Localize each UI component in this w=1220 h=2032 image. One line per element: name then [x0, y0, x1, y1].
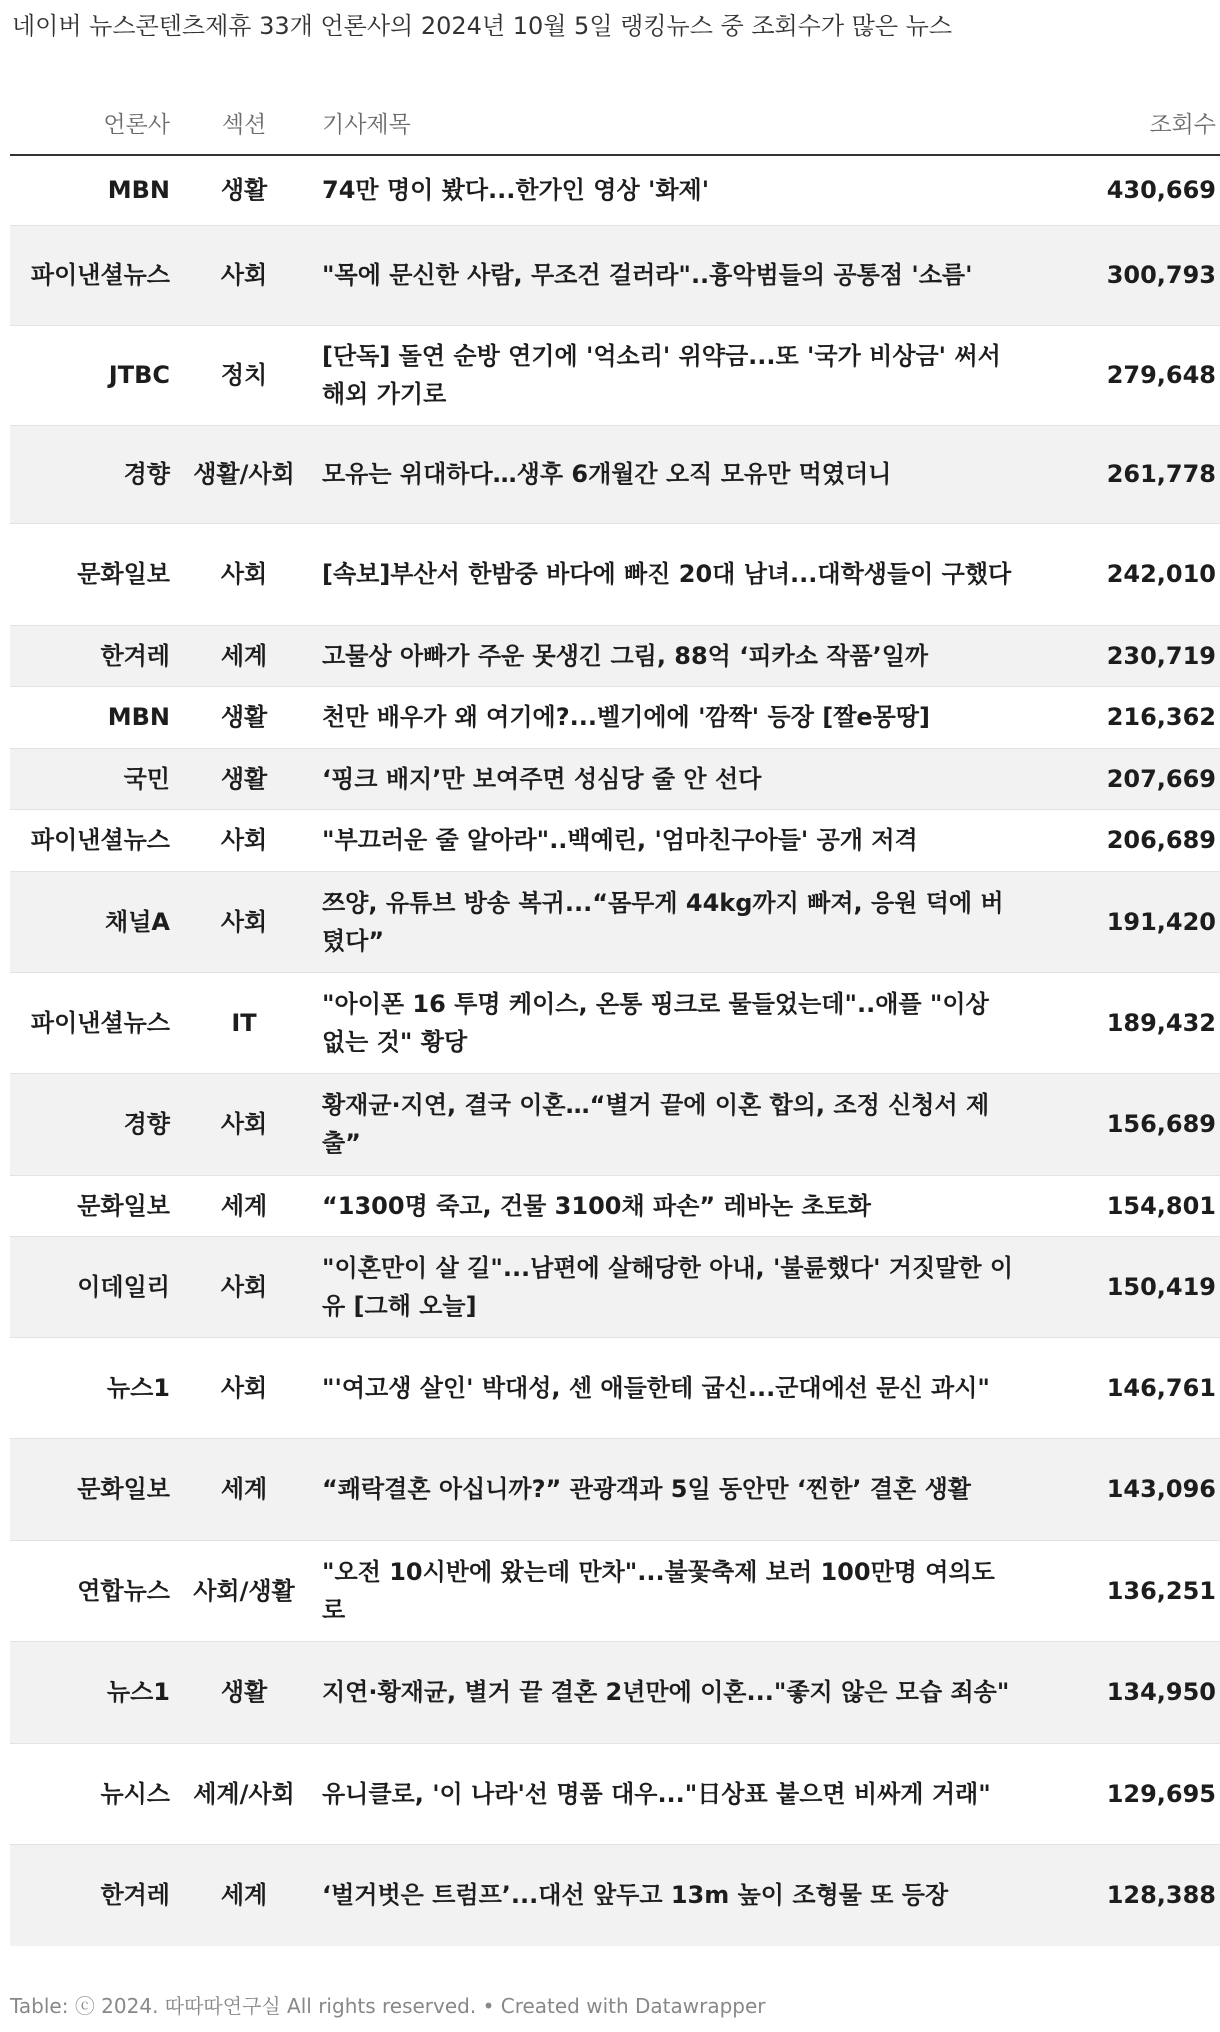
cell-views: 216,362	[1036, 686, 1220, 748]
table-row	[10, 1175, 1220, 1236]
cell-headline: "'여고생 살인' 박대성, 센 애들한테 굽신...군대에선 문신 과시"	[318, 1337, 1036, 1438]
cell-headline: ‘벌거벗은 트럼프’...대선 앞두고 13m 높이 조형물 또 등장	[318, 1844, 1036, 1946]
cell-views: 156,689	[1036, 1073, 1220, 1175]
cell-section: 생활	[170, 1641, 318, 1743]
table-row	[10, 625, 1220, 686]
ranking-news-table	[10, 90, 1220, 1946]
cell-section: 사회	[170, 1073, 318, 1175]
cell-publisher: 문화일보	[10, 523, 170, 625]
cell-views: 430,669	[1106, 176, 1216, 205]
cell-views: 300,793	[1036, 225, 1220, 325]
cell-views: 207,669	[1036, 748, 1220, 809]
cell-section: 생활/사회	[170, 425, 318, 523]
cell-publisher: JTBC	[10, 325, 170, 425]
column-header-headline[interactable]: 기사제목	[318, 90, 1036, 155]
table-row	[10, 1236, 1220, 1337]
table-row	[10, 1438, 1220, 1540]
cell-publisher: 뉴스1	[10, 1641, 170, 1743]
cell-section: 사회	[170, 1236, 318, 1337]
cell-publisher: 문화일보	[10, 1438, 170, 1540]
cell-views: 230,719	[1036, 625, 1220, 686]
cell-publisher: 국민	[10, 748, 170, 809]
cell-headline: 모유는 위대하다…생후 6개월간 오직 모유만 먹였더니	[318, 425, 1036, 523]
cell-headline: 천만 배우가 왜 여기에?...벨기에에 '깜짝' 등장 [짤e몽땅]	[318, 686, 1036, 748]
table-row	[10, 1337, 1220, 1438]
cell-headline: ‘핑크 배지’만 보여주면 성심당 줄 안 선다	[318, 748, 1036, 809]
cell-headline: "오전 10시반에 왔는데 만차"...불꽃축제 보러 100만명 여의도로	[318, 1540, 1036, 1641]
table-row	[10, 1844, 1220, 1946]
table-row	[10, 972, 1220, 1073]
cell-views: 206,689	[1036, 809, 1220, 871]
table-footer-credit: Table: ⓒ 2024. 따따따연구실 All rights reserved. • Created with Datawrapper	[10, 1994, 766, 2018]
cell-headline: "부끄러운 줄 알아라"..백예린, '엄마친구아들' 공개 저격	[318, 809, 1036, 871]
cell-headline: [속보]부산서 한밤중 바다에 빠진 20대 남녀...대학생들이 구했다	[318, 523, 1036, 625]
table-row	[10, 325, 1220, 425]
cell-section: 정치	[170, 325, 318, 425]
cell-views: 189,432	[1036, 972, 1220, 1073]
cell-headline: 유니클로, '이 나라'선 명품 대우..."日상표 붙으면 비싸게 거래"	[318, 1743, 1036, 1844]
cell-views: 128,388	[1036, 1844, 1220, 1946]
cell-section: 세계	[170, 1438, 318, 1540]
cell-section: 사회	[170, 871, 318, 972]
table-row	[10, 1073, 1220, 1175]
cell-headline: [단독] 돌연 순방 연기에 '억소리' 위약금...또 '국가 비상금' 써서 해외 가기로	[318, 325, 1036, 425]
table-row	[10, 748, 1220, 809]
cell-section: 세계	[170, 1175, 318, 1236]
cell-section: 사회	[170, 1337, 318, 1438]
column-header-publisher[interactable]: 언론사	[10, 90, 170, 155]
cell-headline: 74만 명이 봤다...한가인 영상 '화제'	[322, 176, 710, 205]
cell-section: 사회	[170, 809, 318, 871]
cell-headline: "목에 문신한 사람, 무조건 걸러라"..흉악범들의 공통점 '소름'	[318, 225, 1036, 325]
cell-section: 세계	[170, 1844, 318, 1946]
cell-section: 사회	[170, 523, 318, 625]
cell-section: IT	[170, 972, 318, 1073]
cell-section: 사회/생활	[170, 1540, 318, 1641]
table-row	[10, 225, 1220, 325]
table-row	[10, 809, 1220, 871]
table-body	[10, 155, 1220, 1946]
cell-views: 136,251	[1036, 1540, 1220, 1641]
cell-publisher: 한겨레	[10, 625, 170, 686]
cell-publisher: 연합뉴스	[10, 1540, 170, 1641]
cell-headline: 고물상 아빠가 주운 못생긴 그림, 88억 ‘피카소 작품’일까	[318, 625, 1036, 686]
cell-section: 생활	[220, 176, 268, 205]
table-header-row	[10, 90, 1220, 155]
table-title: 네이버 뉴스콘텐츠제휴 33개 언론사의 2024년 10월 5일 랭킹뉴스 중 조회수가 많은 뉴스	[12, 12, 953, 40]
cell-publisher: 뉴스1	[10, 1337, 170, 1438]
cell-views: 150,419	[1036, 1236, 1220, 1337]
table-row	[10, 155, 1220, 225]
column-header-views[interactable]: 조회수	[1036, 90, 1220, 155]
cell-views: 129,695	[1036, 1743, 1220, 1844]
cell-section: 생활	[170, 748, 318, 809]
cell-headline: 지연·황재균, 별거 끝 결혼 2년만에 이혼..."좋지 않은 모습 죄송"	[318, 1641, 1036, 1743]
cell-views: 261,778	[1036, 425, 1220, 523]
cell-headline: 쯔양, 유튜브 방송 복귀...“몸무게 44kg까지 빠져, 응원 덕에 버텼다”	[318, 871, 1036, 972]
cell-publisher: 한겨레	[10, 1844, 170, 1946]
table-row	[10, 523, 1220, 625]
column-header-section[interactable]: 섹션	[170, 90, 318, 155]
cell-publisher: 파이낸셜뉴스	[10, 225, 170, 325]
table-row	[10, 686, 1220, 748]
cell-views: 143,096	[1036, 1438, 1220, 1540]
cell-publisher: 이데일리	[10, 1236, 170, 1337]
cell-publisher: 뉴시스	[10, 1743, 170, 1844]
cell-publisher: 문화일보	[10, 1175, 170, 1236]
cell-publisher: MBN	[107, 176, 170, 205]
cell-publisher: 파이낸셜뉴스	[10, 809, 170, 871]
cell-section: 세계/사회	[170, 1743, 318, 1844]
table-row	[10, 1540, 1220, 1641]
cell-views: 242,010	[1036, 523, 1220, 625]
cell-publisher: 경향	[10, 1073, 170, 1175]
table-row	[10, 425, 1220, 523]
cell-views: 146,761	[1036, 1337, 1220, 1438]
cell-publisher: 채널A	[10, 871, 170, 972]
cell-headline: 황재균·지연, 결국 이혼…“별거 끝에 이혼 합의, 조정 신청서 제출”	[318, 1073, 1036, 1175]
cell-views: 154,801	[1036, 1175, 1220, 1236]
table-row	[10, 1743, 1220, 1844]
cell-headline: "이혼만이 살 길"...남편에 살해당한 아내, '불륜했다' 거짓말한 이유 [그해 오늘]	[318, 1236, 1036, 1337]
cell-section: 세계	[170, 625, 318, 686]
table-row	[10, 1641, 1220, 1743]
cell-section: 생활	[170, 686, 318, 748]
cell-publisher: MBN	[10, 686, 170, 748]
cell-publisher: 파이낸셜뉴스	[10, 972, 170, 1073]
cell-publisher: 경향	[10, 425, 170, 523]
table-row	[10, 871, 1220, 972]
cell-section: 사회	[170, 225, 318, 325]
cell-headline: "아이폰 16 투명 케이스, 온통 핑크로 물들었는데"..애플 "이상 없는 것" 황당	[318, 972, 1036, 1073]
cell-headline: “쾌락결혼 아십니까?” 관광객과 5일 동안만 ‘찐한’ 결혼 생활	[318, 1438, 1036, 1540]
cell-views: 279,648	[1036, 325, 1220, 425]
cell-views: 134,950	[1036, 1641, 1220, 1743]
cell-views: 191,420	[1036, 871, 1220, 972]
cell-headline: “1300명 죽고, 건물 3100채 파손” 레바논 초토화	[318, 1175, 1036, 1236]
